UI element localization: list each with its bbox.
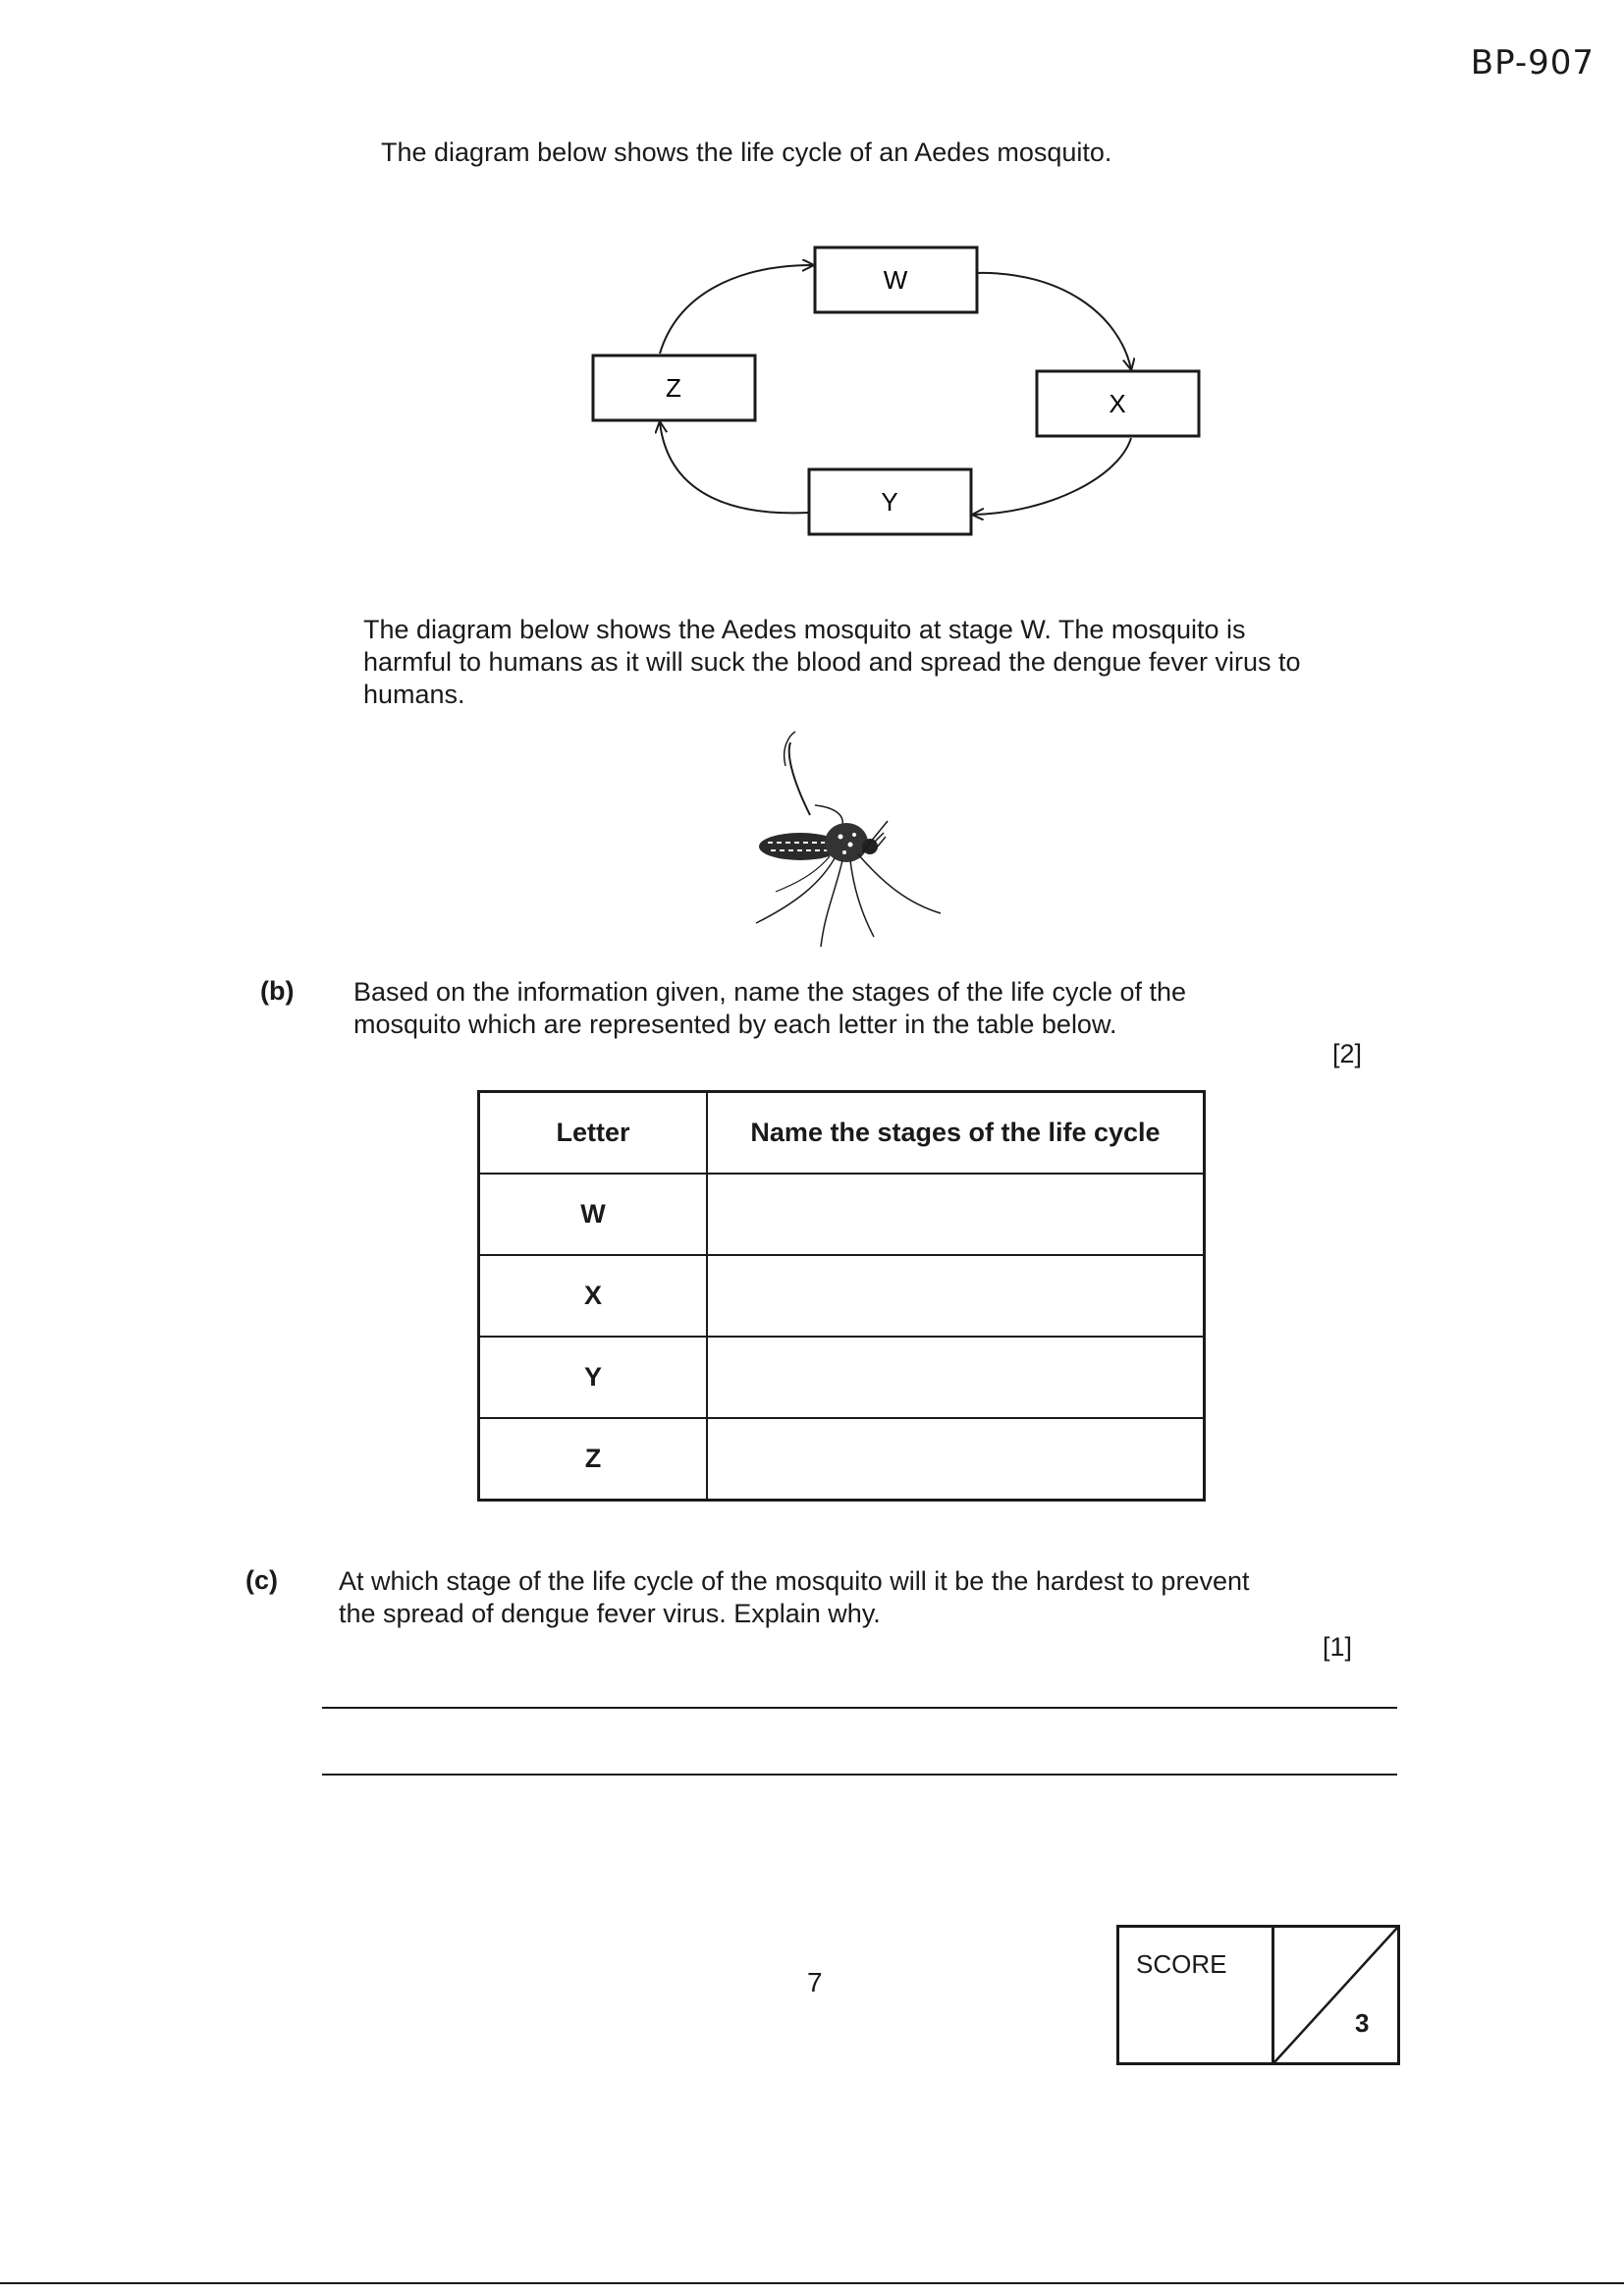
arrow-y-to-z <box>660 422 809 513</box>
stage-answer-cell[interactable] <box>707 1418 1205 1501</box>
page-number: 7 <box>807 1967 823 1997</box>
stage-z-label: Z <box>666 373 681 403</box>
stage-w-label: W <box>883 265 908 295</box>
stage-y-label: Y <box>881 487 898 517</box>
life-cycle-stages-table <box>477 1090 1206 1502</box>
row-letter: Z <box>479 1418 708 1501</box>
stage-x-label: X <box>1109 389 1126 418</box>
column-header-letter: Letter <box>479 1092 708 1175</box>
paper-code: BP-907 <box>1470 43 1595 82</box>
row-letter: Y <box>479 1337 708 1418</box>
table-row <box>479 1337 1205 1418</box>
table-row <box>479 1174 1205 1255</box>
arrow-w-to-x <box>977 273 1131 369</box>
mosquito-description: The diagram below shows the Aedes mosquito at stage W. The mosquito is harmful to humans as it will suck the blood and spread the dengue fever virus to humans. <box>363 615 1301 709</box>
question-c-marks: [1] <box>1323 1632 1353 1662</box>
question-b-marks: [2] <box>1332 1039 1363 1068</box>
stage-answer-cell[interactable] <box>707 1337 1205 1418</box>
column-header-stage: Name the stages of the life cycle <box>707 1092 1205 1175</box>
question-b-text: Based on the information given, name the stages of the life cycle of the mosquito which are represented by each letter in the table below. <box>353 977 1187 1040</box>
arrow-z-to-w <box>660 265 813 354</box>
row-letter: W <box>479 1174 708 1255</box>
mosquito-illustration <box>727 727 952 953</box>
lifecycle-intro-text: The diagram below shows the life cycle of an Aedes mosquito. <box>381 137 1112 167</box>
answer-line-1[interactable] <box>322 1707 1397 1709</box>
score-box <box>1116 1925 1400 2065</box>
table-row <box>479 1418 1205 1501</box>
answer-line-2[interactable] <box>322 1774 1397 1776</box>
row-letter: X <box>479 1255 708 1337</box>
score-max: 3 <box>1355 2008 1370 2038</box>
question-c-text: At which stage of the life cycle of the mosquito will it be the hardest to prevent the spread of dengue fever virus. Explain why. <box>339 1566 1250 1629</box>
score-diagonal <box>1274 1928 1397 2062</box>
score-label: SCORE <box>1136 1949 1227 1979</box>
lifecycle-diagram <box>569 236 1218 550</box>
question-c-label: (c) <box>245 1565 278 1595</box>
page-bottom-rule <box>0 2282 1624 2284</box>
arrow-x-to-y <box>973 438 1131 515</box>
question-b-label: (b) <box>260 976 295 1006</box>
table-header-row <box>479 1092 1205 1175</box>
stage-answer-cell[interactable] <box>707 1174 1205 1255</box>
stage-answer-cell[interactable] <box>707 1255 1205 1337</box>
table-row <box>479 1255 1205 1337</box>
